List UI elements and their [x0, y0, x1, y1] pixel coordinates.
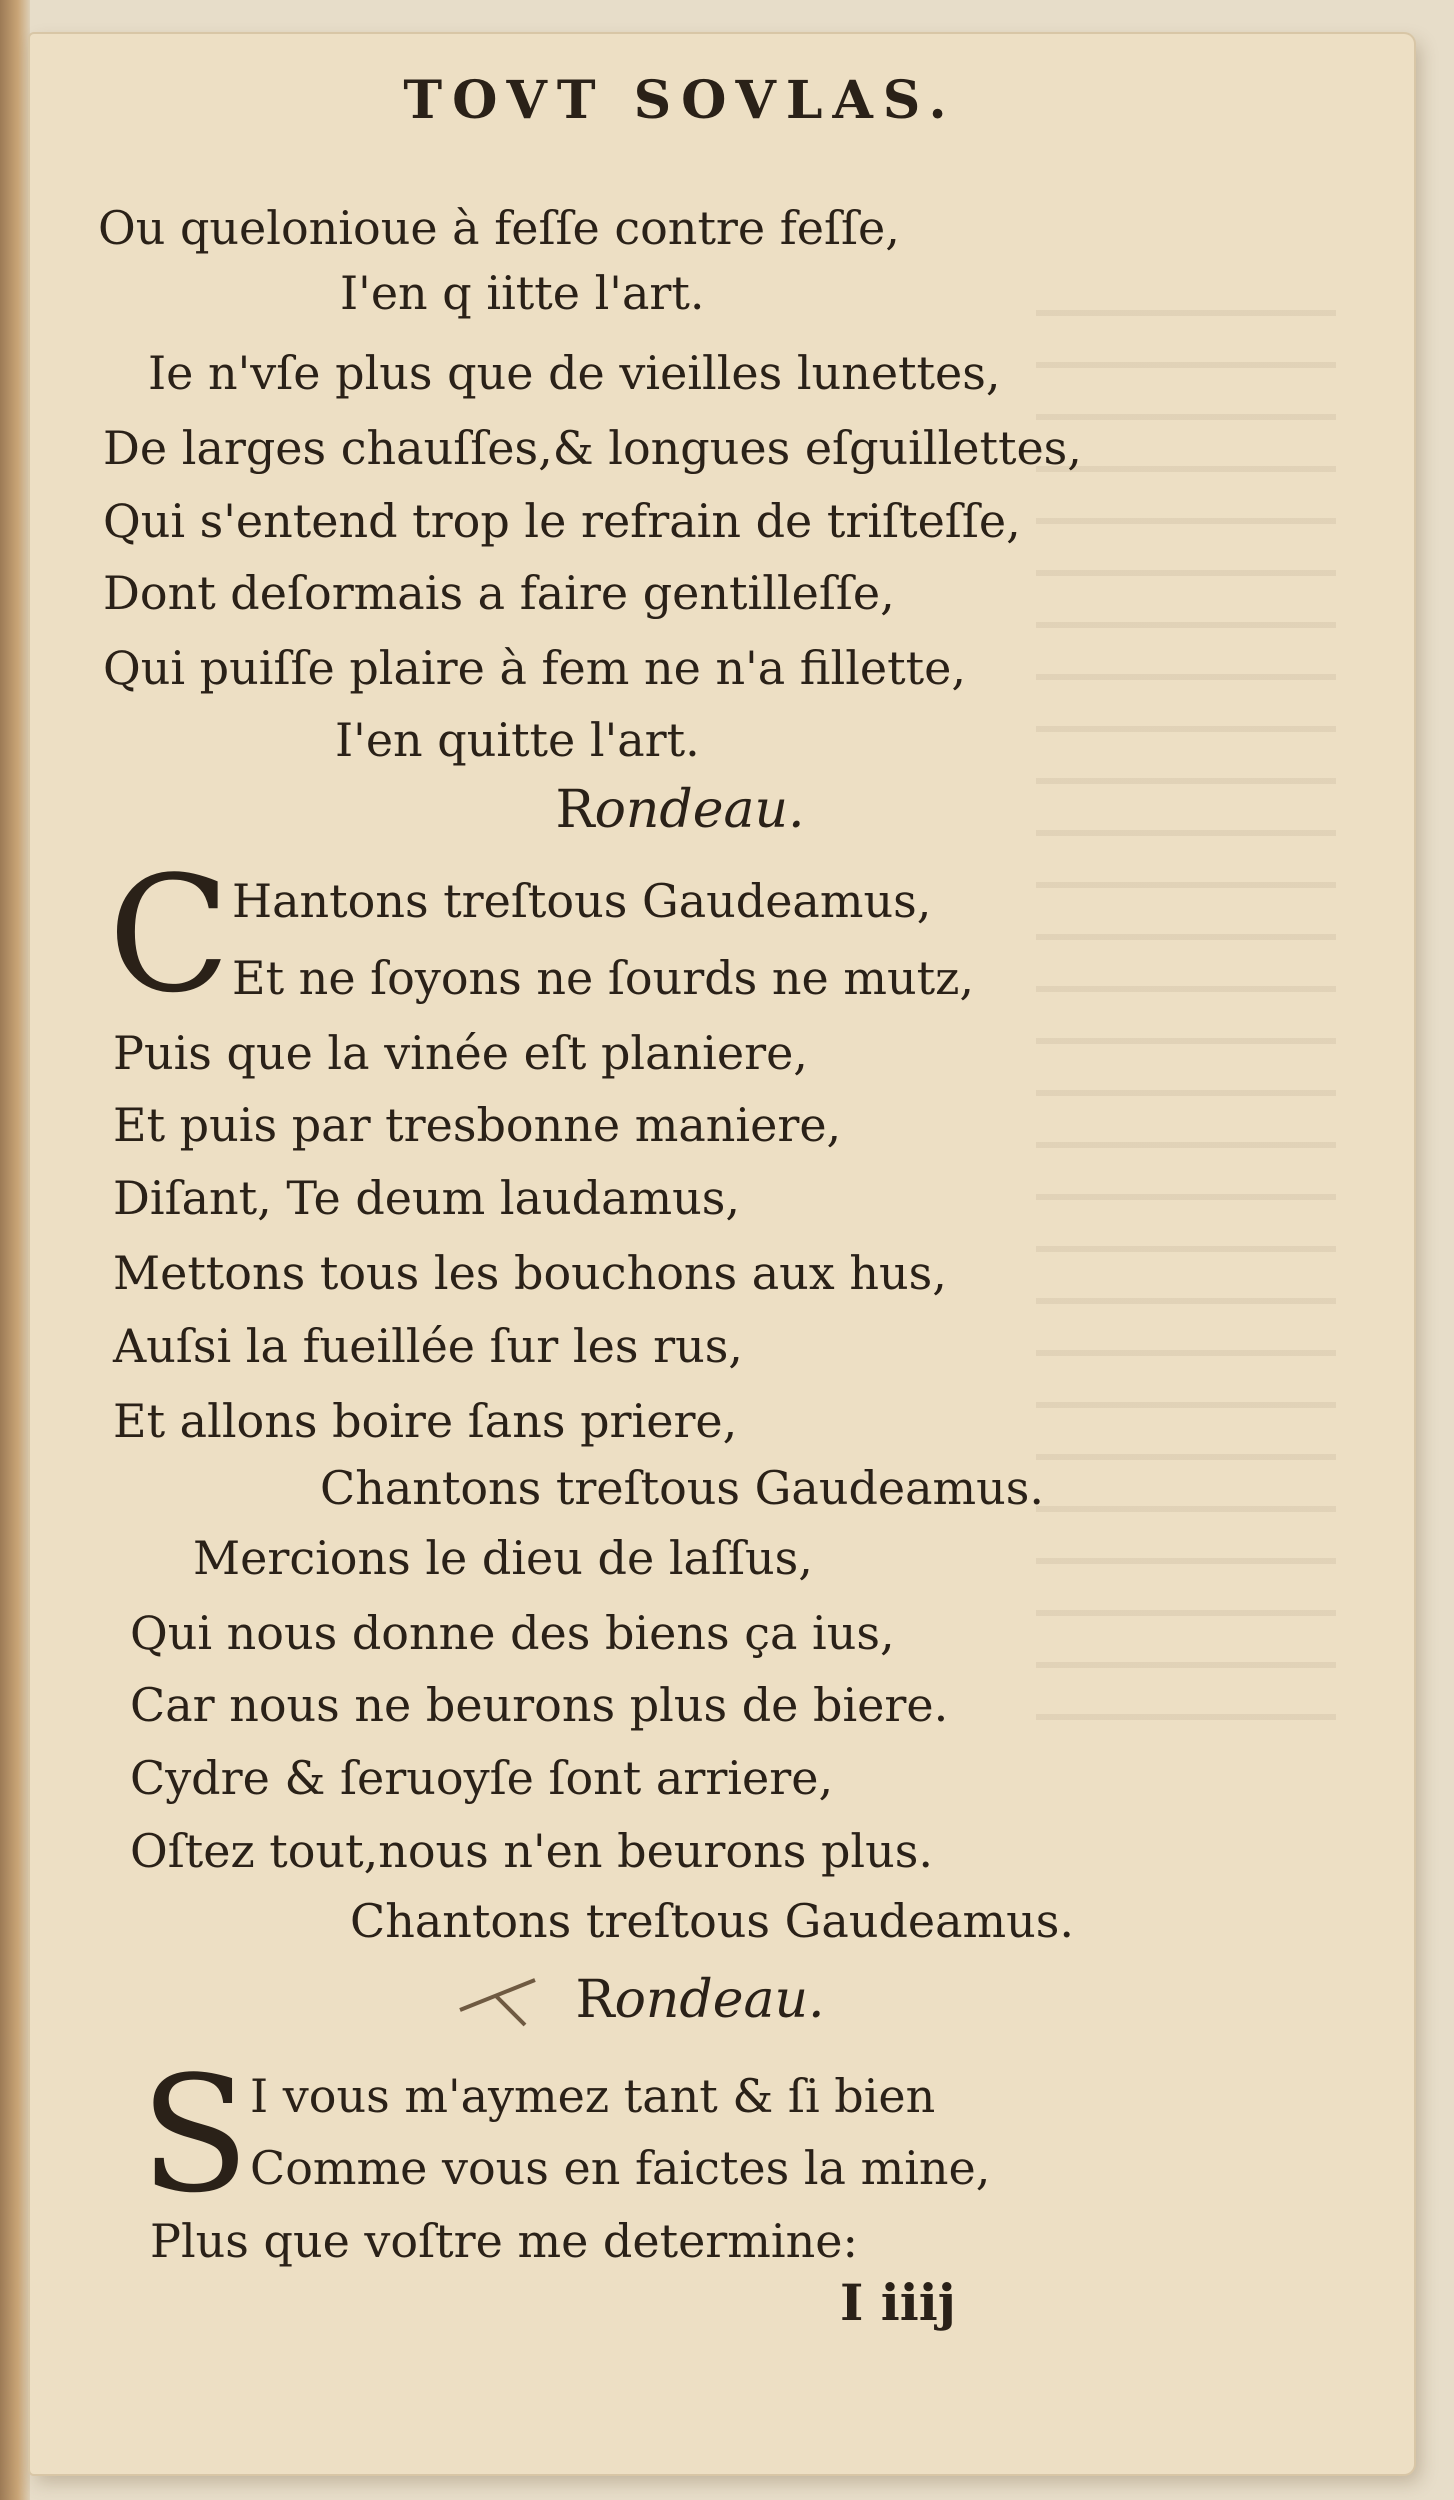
verse-line: Cydre & ſeruoyſe ſont arriere, — [130, 1751, 834, 1805]
running-head: TOVT SOVLAS. — [403, 70, 957, 131]
verse-line: Plus que voſtre me determine: — [150, 2214, 858, 2268]
verse-line: Ie n'vſe plus que de vieilles lunettes, — [148, 346, 1001, 400]
verse-line: Hantons treſtous Gaudeamus, — [232, 874, 932, 928]
rondeau-title: Rondeau. — [555, 780, 805, 840]
verse-line: De larges chauſſes,& longues eſguillettes, — [103, 421, 1082, 475]
verse-line: Comme vous en faictes la mine, — [250, 2141, 991, 2195]
drop-cap: S — [140, 2041, 250, 2228]
book-binding-edge — [0, 0, 30, 2500]
verse-line: Puis que la vinée eſt planiere, — [113, 1026, 808, 1080]
verse-line: Et ne ſoyons ne ſourds ne mutz, — [232, 951, 974, 1005]
verse-line: Et allons boire ſans priere, — [113, 1394, 738, 1448]
verse-line: Oſtez tout,nous n'en beurons plus. — [130, 1824, 933, 1878]
verse-line: Auſsi la fueillée ſur les rus, — [113, 1319, 743, 1373]
rondeau-title: Rondeau. — [575, 1970, 825, 2030]
signature-mark: I iiij — [840, 2273, 956, 2332]
verse-line: Mettons tous les bouchons aux hus, — [113, 1246, 947, 1300]
drop-cap: C — [108, 841, 231, 1028]
verse-line: Ou quelonioue à feſſe contre feſſe, — [98, 201, 900, 255]
verse-line-refrain: Chantons treſtous Gaudeamus. — [350, 1894, 1075, 1948]
verse-line: Et puis par tresbonne maniere, — [113, 1098, 842, 1152]
verse-line: I vous m'aymez tant & ſi bien — [250, 2069, 936, 2123]
verse-line-refrain: Chantons treſtous Gaudeamus. — [320, 1461, 1045, 1515]
verse-line: Diſant, Te deum laudamus, — [113, 1171, 740, 1225]
verse-line: Qui puiſſe plaire à fem ne n'a fillette, — [103, 641, 966, 695]
verse-line: Dont deſormais a faire gentilleſſe, — [103, 566, 895, 620]
show-through-text — [1036, 264, 1336, 1764]
verse-line: Mercions le dieu de laſſus, — [193, 1531, 813, 1585]
verse-line: Qui nous donne des biens ça ius, — [130, 1606, 895, 1660]
verse-line: Car nous ne beurons plus de biere. — [130, 1678, 949, 1732]
verse-line: I'en quitte l'art. — [335, 713, 700, 767]
verse-line: I'en q iitte l'art. — [340, 266, 705, 320]
verse-line: Qui s'entend trop le refrain de triſteſſe, — [103, 494, 1021, 548]
